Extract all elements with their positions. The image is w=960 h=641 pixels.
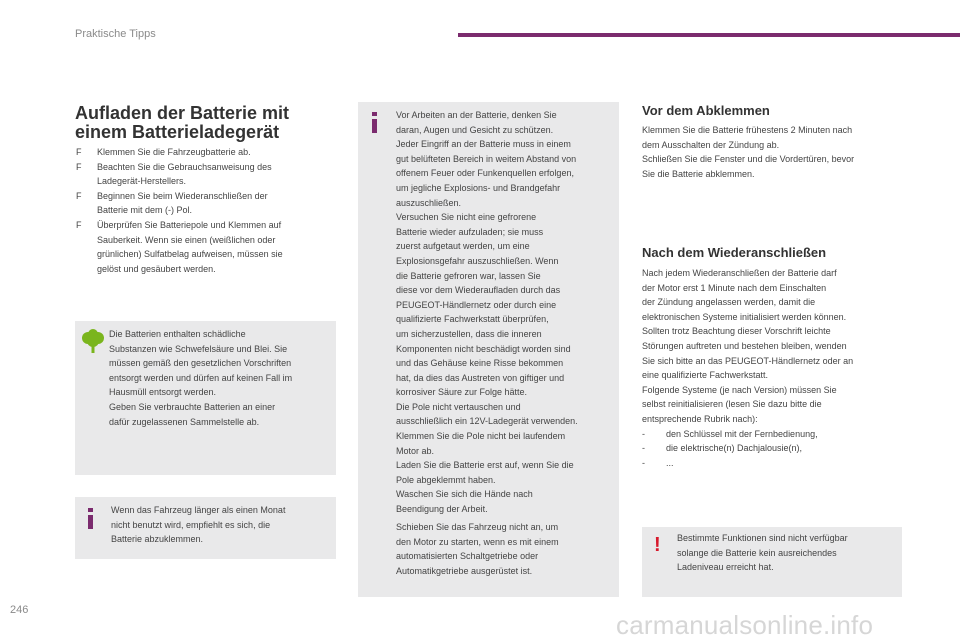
warning-note-text (677, 531, 899, 575)
paragraph-line: Folgende Systeme (je nach Version) müssen Sie (642, 384, 837, 395)
safety-info-line: qualifizierte Fachwerkstatt überprüfen, (396, 314, 549, 325)
heading-before-disconnect: Vor dem Abklemmen (642, 103, 770, 118)
safety-info-line: zuerst aufgetaut werden, um eine (396, 241, 530, 252)
safety-info-line: Pole abgeklemmt haben. (396, 474, 496, 485)
safety-info-line: um jegliche Explosions- und Brandgefahr (396, 182, 561, 193)
paragraph-line: Schließen Sie die Fenster und die Vordertüren, bevor (642, 154, 855, 165)
safety-info-line: Versuchen Sie nicht eine gefrorene (396, 212, 537, 223)
safety-info-line: Laden Sie die Batterie erst auf, wenn Sie die (396, 460, 574, 471)
push-start-line: Automatikgetriebe ausgerüstet ist. (396, 565, 533, 576)
paragraph-line: selbst reinitialisieren (lesen Sie dazu bitte die (642, 399, 822, 410)
paragraph-line: Sollten trotz Beachtung dieser Vorschrift leichte (642, 326, 831, 337)
paragraph-line: dem Ausschalten der Zündung ab. (642, 139, 780, 150)
after-reconnect-section (642, 266, 912, 470)
info-note-line: nicht benutzt wird, empfiehlt es sich, die (111, 519, 271, 530)
eco-note-line: müssen gemäß den gesetzlichen Vorschriften (109, 358, 292, 369)
info-icon (88, 508, 93, 529)
reinit-systems-list (642, 427, 912, 471)
bullet-text-line: Ladegerät-Herstellers. (97, 176, 187, 187)
safety-info-text (396, 108, 618, 517)
instruction-list (75, 145, 340, 276)
dash-marker: - (642, 457, 645, 468)
info-note-text (111, 503, 333, 547)
header-accent-bar (458, 33, 960, 37)
after-reconnect-text (642, 266, 912, 427)
bullet-marker: F (76, 219, 82, 230)
eco-note-line: entsorgt werden und dürfen auf keinen Fall im (109, 372, 293, 383)
warning-note-line: Ladeniveau erreicht hat. (677, 562, 774, 573)
eco-note-line: Die Batterien enthalten schädliche (109, 329, 246, 339)
bullet-text-line: Beginnen Sie beim Wiederanschließen der (97, 190, 268, 201)
eco-note-line: Hausmüll entsorgt werden. (109, 387, 217, 398)
info-note-line: Batterie abzuklemmen. (111, 534, 204, 545)
bullet-marker: F (76, 190, 82, 201)
paragraph-line: Sie die Batterie abklemmen. (642, 168, 755, 179)
safety-info-line: PEUGEOT-Händlernetz oder durch eine (396, 299, 557, 310)
safety-info-line: um sicherzustellen, dass die inneren (396, 328, 542, 339)
push-start-line: automatisierten Schaltgetriebe oder (396, 551, 539, 562)
safety-info-line: ausschließlich ein 12V-Ladegerät verwenden. (396, 416, 578, 427)
bullet-list (75, 145, 340, 276)
paragraph-line: Sie sich bitte an das PEUGEOT-Händlernetz oder an (642, 355, 854, 366)
paragraph-line: Nach jedem Wiederanschließen der Batterie darf (642, 268, 837, 278)
paragraph-line: eine qualifizierte Fachwerkstatt. (642, 370, 769, 381)
before-disconnect-text (642, 123, 912, 181)
info-icon (372, 112, 377, 133)
safety-info-line: Komponenten nicht beschädigt worden sind (396, 343, 571, 354)
heading-after-reconnect: Nach dem Wiederanschließen (642, 245, 827, 260)
list-item-text: den Schlüssel mit der Fernbedienung, (666, 428, 818, 439)
warning-note-line: Bestimmte Funktionen sind nicht verfügbar (677, 533, 848, 543)
safety-info-line: diese vor dem Wiederaufladen durch das (396, 285, 561, 296)
list-item (642, 456, 912, 471)
eco-note-line: Geben Sie verbrauchte Batterien an einer (109, 401, 276, 412)
warning-icon: ! (654, 534, 661, 556)
safety-info-line: daran, Augen und Gesicht zu schützen. (396, 124, 554, 135)
safety-info-box (358, 102, 619, 597)
push-start-warning-text (396, 520, 618, 578)
safety-info-line: Die Pole nicht vertauschen und (396, 401, 521, 412)
bullet-text-line: Sauberkeit. Wenn sie einen (weißlichen oder (97, 234, 276, 245)
safety-info-line: korrosiver Säure zur Folge hätte. (396, 387, 528, 398)
eco-note-line: dafür zugelassenen Sammelstelle ab. (109, 416, 260, 427)
list-item-text: ... (666, 457, 674, 468)
warning-note-box (642, 527, 902, 597)
bullet-text-line: gelöst und gesäubert werden. (97, 263, 216, 274)
paragraph-line: der Zündung angelassen werden, damit die (642, 297, 816, 308)
dash-marker: - (642, 428, 645, 439)
safety-info-line: Vor Arbeiten an der Batterie, denken Sie (396, 110, 557, 120)
info-note-line: Wenn das Fahrzeug länger als einen Monat (111, 505, 286, 515)
page-number: 246 (10, 604, 29, 616)
safety-info-line: Waschen Sie sich die Hände nach (396, 489, 533, 500)
bullet-marker: F (76, 147, 82, 157)
list-item-text: die elektrische(n) Dachjalousie(n), (666, 443, 803, 454)
bullet-item (75, 189, 340, 218)
bullet-text-line: Beachten Sie die Gebrauchsanweisung des (97, 161, 272, 172)
warning-note-line: solange die Batterie kein ausreichendes (677, 547, 837, 558)
safety-info-line: gut belüfteten Bereich in weitem Abstand von (396, 153, 577, 164)
safety-info-line: Beendigung der Arbeit. (396, 504, 488, 515)
safety-info-line: auszuschließen. (396, 197, 462, 208)
watermark: carmanualsonline.info (616, 610, 874, 640)
bullet-marker: F (76, 161, 82, 172)
dash-marker: - (642, 443, 645, 454)
safety-info-line: Klemmen Sie die Pole nicht bei laufendem (396, 431, 566, 442)
bullet-item (75, 218, 340, 276)
safety-info-line: die Batterie gefroren war, lassen Sie (396, 270, 541, 281)
bullet-item (75, 160, 340, 189)
eco-note-line: Substanzen wie Schwefelsäure und Blei. Sie (109, 343, 288, 354)
bullet-text-line: Klemmen Sie die Fahrzeugbatterie ab. (97, 147, 251, 157)
page-title (75, 104, 345, 142)
safety-info-line: hat, da dies das Austreten von giftiger und (396, 372, 565, 383)
paragraph-line: Störungen auftreten und bestehen bleiben, wenden (642, 340, 847, 351)
safety-info-line: Explosionsgefahr auszuschließen. Wenn (396, 255, 559, 266)
list-item (642, 427, 912, 442)
page-title-line-2: einem Batterieladegerät (75, 122, 280, 142)
section-label: Praktische Tipps (75, 28, 156, 40)
info-note-box (75, 497, 336, 559)
push-start-line: Schieben Sie das Fahrzeug nicht an, um (396, 522, 559, 532)
paragraph-line: entsprechende Rubrik nach): (642, 413, 758, 424)
bullet-item (75, 145, 340, 160)
safety-info-line: und das Gehäuse keine Risse bekommen (396, 358, 564, 369)
tree-icon (81, 329, 105, 355)
paragraph-line: elektronischen Systeme initialisiert werden können. (642, 311, 847, 322)
bullet-text-line: grünlichen) Sulfatbelag aufweisen, müssen sie (97, 249, 283, 260)
safety-info-line: Motor ab. (396, 445, 435, 456)
safety-info-line: Batterie wieder aufzuladen; sie muss (396, 226, 544, 237)
eco-note-text (109, 327, 334, 429)
list-item (642, 441, 912, 456)
paragraph-line: der Motor erst 1 Minute nach dem Einschalten (642, 282, 827, 293)
bullet-text-line: Überprüfen Sie Batteriepole und Klemmen auf (97, 219, 282, 230)
eco-note-box (75, 321, 336, 475)
safety-info-line: offenem Feuer oder Funkenquellen erfolgen, (396, 168, 574, 179)
push-start-line: den Motor zu starten, wenn es mit einem (396, 536, 559, 547)
paragraph-line: Klemmen Sie die Batterie frühestens 2 Minuten nach (642, 125, 853, 135)
page-title-line-1: Aufladen der Batterie mit (75, 103, 290, 123)
safety-info-line: Jeder Eingriff an der Batterie muss in einem (396, 139, 571, 150)
bullet-text-line: Batterie mit dem (-) Pol. (97, 205, 193, 216)
